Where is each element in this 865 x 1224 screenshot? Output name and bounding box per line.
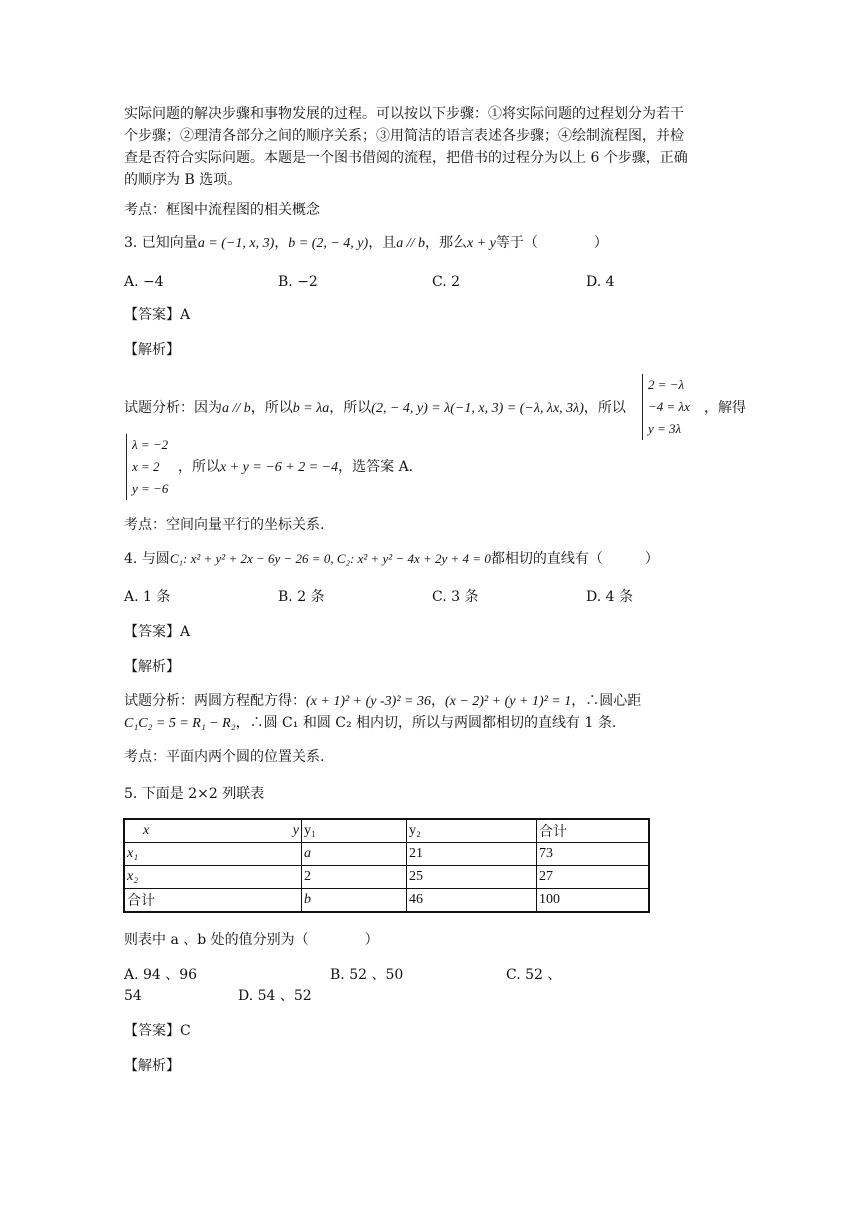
option-c: C. 2 bbox=[432, 274, 461, 290]
table-cell: x₂ bbox=[124, 866, 302, 889]
analysis-label: 【解析】 bbox=[124, 342, 180, 358]
table-row bbox=[124, 819, 649, 843]
option-c-continued: 54 bbox=[124, 988, 142, 1004]
table-row bbox=[124, 889, 649, 913]
analysis-line: ，解得 bbox=[704, 400, 746, 416]
question-3-stem: 3. 已知向量a = (−1, x, 3)，b = (2, − 4, y)，且a // b，那么x + y等于（ ） bbox=[124, 235, 608, 251]
table-cell: 合计 bbox=[124, 889, 302, 913]
table-row bbox=[124, 843, 649, 866]
table-cell: 73 bbox=[537, 843, 650, 866]
answer-label: 【答案】A bbox=[124, 307, 191, 323]
table-cell: 27 bbox=[537, 866, 650, 889]
option-b: B. 52 、50 bbox=[330, 967, 404, 983]
question-5-stem: 5. 下面是 2×2 列联表 bbox=[124, 786, 265, 802]
equation-system-2: λ = −2 x = 2 y = −6 bbox=[126, 434, 168, 500]
paragraph-line: 实际问题的解决步骤和事物发展的过程。可以按以下步骤：①将实际问题的过程划分为若干 bbox=[124, 106, 684, 122]
paragraph-line: 查是否符合实际问题。本题是一个图书借阅的流程，把借书的过程分为以上 6 个步骤，正确 bbox=[124, 150, 688, 166]
table-header-cell: y₁ bbox=[302, 819, 407, 843]
table-cell: x₁ bbox=[124, 843, 302, 866]
option-a: A. 94 、96 bbox=[124, 967, 198, 983]
analysis-line: ，所以x + y = −6 + 2 = −4，选答案 A. bbox=[178, 459, 414, 475]
equation-system-1: 2 = −λ −4 = λx y = 3λ bbox=[642, 374, 690, 440]
contingency-table bbox=[123, 818, 650, 913]
question-4-stem: 4. 与圆C₁: x² + y² + 2x − 6y − 26 = 0, C₂: x² + y² − 4x + 2y + 4 = 0都相切的直线有（ ） bbox=[124, 551, 659, 567]
table-cell: b bbox=[302, 889, 407, 913]
option-d: D. 4 条 bbox=[586, 589, 633, 605]
table-header-cell: 合计 bbox=[537, 819, 650, 843]
option-c: C. 52 、 bbox=[506, 967, 562, 983]
analysis-label: 【解析】 bbox=[124, 659, 180, 675]
table-cell: 100 bbox=[537, 889, 650, 913]
option-d: D. 54 、52 bbox=[238, 988, 312, 1004]
kaodian-note: 考点：框图中流程图的相关概念 bbox=[124, 202, 320, 218]
table-cell: 2 bbox=[302, 866, 407, 889]
analysis-line: C₁C₂ = 5 = R₁ − R₂，∴圆 C₁ 和圆 C₂ 相内切，所以与两圆都相切的直线有 1 条. bbox=[124, 715, 617, 731]
option-c: C. 3 条 bbox=[432, 589, 479, 605]
option-a: A. 1 条 bbox=[124, 589, 171, 605]
table-header-cell: x y bbox=[124, 819, 302, 843]
analysis-label: 【解析】 bbox=[124, 1058, 180, 1074]
option-d: D. 4 bbox=[586, 274, 615, 290]
table-cell: 21 bbox=[407, 843, 537, 866]
analysis-line: 试题分析：两圆方程配方得：(x + 1)² + (y -3)² = 36，(x − 2)² + (y + 1)² = 1，∴圆心距 bbox=[124, 693, 642, 709]
option-b: B. 2 条 bbox=[278, 589, 325, 605]
question-5-prompt: 则表中 a 、b 处的值分别为（ ） bbox=[124, 932, 379, 948]
answer-label: 【答案】C bbox=[124, 1023, 191, 1039]
paragraph-line: 的顺序为 B 选项。 bbox=[124, 172, 242, 188]
table-cell: 46 bbox=[407, 889, 537, 913]
table-header-cell: y₂ bbox=[407, 819, 537, 843]
kaodian-note: 考点：空间向量平行的坐标关系. bbox=[124, 517, 325, 533]
answer-label: 【答案】A bbox=[124, 624, 191, 640]
table-cell: 25 bbox=[407, 866, 537, 889]
option-a: A. −4 bbox=[124, 274, 164, 290]
table-cell: a bbox=[302, 843, 407, 866]
paragraph-line: 个步骤；②理清各部分之间的顺序关系；③用简洁的语言表述各步骤；④绘制流程图，并检 bbox=[124, 128, 684, 144]
kaodian-note: 考点：平面内两个圆的位置关系. bbox=[124, 749, 325, 765]
analysis-line: 试题分析：因为a // b，所以b = λa，所以(2, − 4, y) = λ(−1, x, 3) = (−λ, λx, 3λ)，所以 bbox=[124, 400, 626, 416]
option-b: B. −2 bbox=[278, 274, 318, 290]
table-row bbox=[124, 866, 649, 889]
